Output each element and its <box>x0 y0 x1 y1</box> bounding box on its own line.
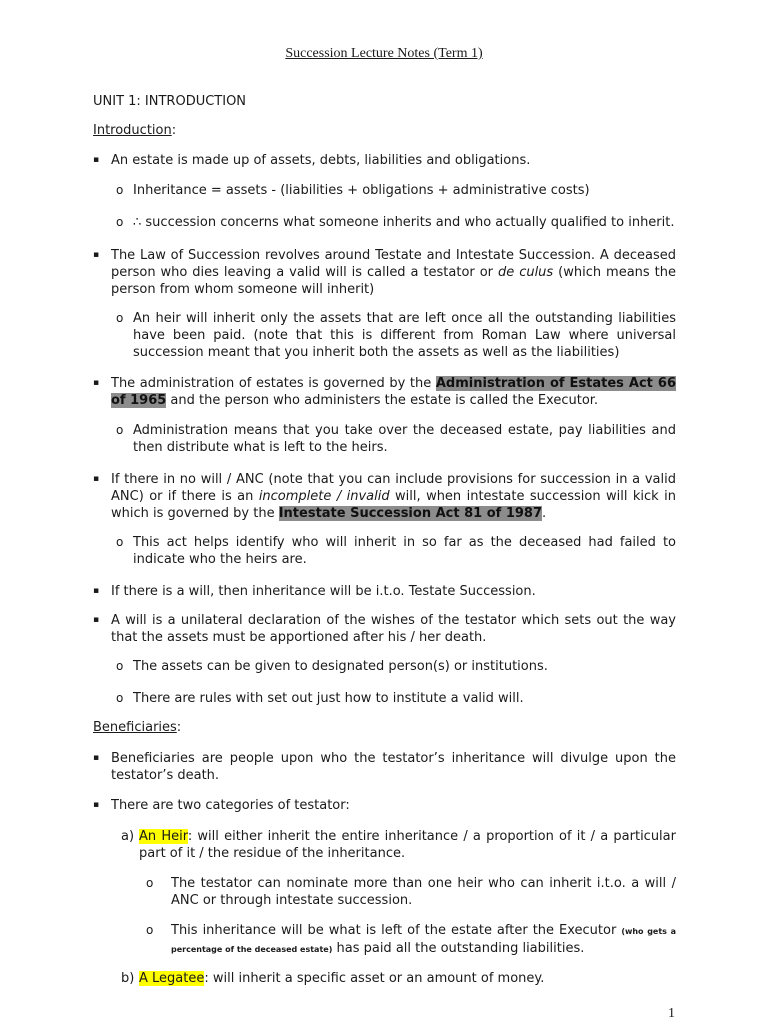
sub-nominate-heir: The testator can nominate more than one heir who can inherit i.t.o. a will / ANC or through intestate succession. <box>171 876 676 908</box>
square-bullet: ▪ <box>93 615 100 625</box>
square-bullet: ▪ <box>93 753 100 763</box>
o-bullet: o <box>116 215 124 229</box>
text-run: and the person who administers the estate is called the Executor. <box>166 393 599 408</box>
sub-act-helps: This act helps identify who will inherit in so far as the deceased had failed to indicate who the heirs are. <box>133 535 676 567</box>
bullet-estate: An estate is made up of assets, debts, liabilities and obligations. <box>111 153 531 168</box>
bullet-will-definition: A will is a unilateral declaration of the wishes of the testator which sets out the way that the assets must be apportioned after his / her death. <box>111 613 676 645</box>
sub-assets-given: The assets can be given to designated person(s) or institutions. <box>133 659 548 674</box>
bullet-beneficiaries: Beneficiaries are people upon who the testator’s inheritance will divulge upon the testator’s death. <box>111 751 676 783</box>
text-run: If there in no will / ANC (note that you can include provisions for succession in a valid ANC) or if there is an <box>111 472 676 504</box>
sub-inheritance-left <box>171 922 676 958</box>
sub-succession-concerns: ∴ succession concerns what someone inherits and who actually qualified to inherit. <box>133 215 675 230</box>
square-bullet: ▪ <box>93 378 100 388</box>
italic-term: de culus <box>497 265 554 280</box>
item-an-heir <box>139 828 676 862</box>
o-bullet: o <box>146 923 154 937</box>
small-note: (who gets a percentage of the deceased estate) <box>171 927 676 954</box>
document-title: Succession Lecture Notes (Term 1) <box>285 46 483 61</box>
square-bullet: ▪ <box>93 474 100 484</box>
colon: : <box>176 720 182 735</box>
o-bullet: o <box>116 183 124 197</box>
intro-heading: Introduction <box>93 123 172 138</box>
square-bullet: ▪ <box>93 800 100 810</box>
list-label-b: b) <box>121 971 135 986</box>
colon: : <box>171 123 177 138</box>
o-bullet: o <box>116 691 124 705</box>
text-run: The administration of estates is governed by the <box>111 376 436 391</box>
highlighted-act: Administration of Estates Act 66 of 1965 <box>111 376 676 408</box>
highlighted-term: An Heir <box>139 829 188 844</box>
text-run: : will either inherit the entire inheritance / a proportion of it / a particular part of it / the residue of the inheritance. <box>139 829 676 861</box>
bullet-testate: If there is a will, then inheritance will be i.t.o. Testate Succession. <box>111 584 536 599</box>
list-label-a: a) <box>121 829 135 844</box>
unit-heading: UNIT 1: INTRODUCTION <box>93 94 247 109</box>
text-run: will, when intestate succession will kick in which is governed by the <box>111 489 676 521</box>
bullet-no-will <box>111 471 676 522</box>
beneficiaries-heading-line <box>93 719 181 736</box>
item-a-legatee <box>139 970 544 987</box>
square-bullet: ▪ <box>93 155 100 165</box>
o-bullet: o <box>116 311 124 325</box>
text-run: : will inherit a specific asset or an amount of money. <box>204 971 545 986</box>
sub-rules-valid-will: There are rules with set out just how to institute a valid will. <box>133 691 524 706</box>
text-run: . <box>542 506 547 521</box>
text-run: This inheritance will be what is left of the estate after the Executor <box>171 923 622 938</box>
sub-inheritance-formula: Inheritance = assets - (liabilities + obligations + administrative costs) <box>133 183 590 198</box>
bullet-law-of-succession <box>111 247 676 298</box>
square-bullet: ▪ <box>93 586 100 596</box>
text-run: has paid all the outstanding liabilities. <box>332 941 585 956</box>
highlighted-act: Intestate Succession Act 81 of 1987 <box>278 506 543 521</box>
o-bullet: o <box>116 659 124 673</box>
o-bullet: o <box>146 876 154 890</box>
italic-term: incomplete / invalid <box>258 489 390 504</box>
highlighted-term: A Legatee <box>139 971 205 986</box>
beneficiaries-heading: Beneficiaries <box>93 720 177 735</box>
text-run: The Law of Succession revolves around Testate and Intestate Succession. A deceased person who dies leaving a valid will is called a testator or <box>111 248 676 280</box>
intro-heading-line <box>93 122 176 139</box>
bullet-two-categories: There are two categories of testator: <box>111 798 350 813</box>
page-number: 1 <box>668 1006 675 1021</box>
square-bullet: ▪ <box>93 250 100 260</box>
sub-administration-means: Administration means that you take over the deceased estate, pay liabilities and then distribute what is left to the heirs. <box>133 423 676 455</box>
o-bullet: o <box>116 423 124 437</box>
o-bullet: o <box>116 535 124 549</box>
text-run: (which means the person from whom someone will inherit) <box>111 265 676 297</box>
sub-heir-inherits: An heir will inherit only the assets that are left once all the outstanding liabilities have been paid. (note that this is different from Roman Law where universal succession meant that you inherit both the assets as well as the liabilities) <box>133 311 676 360</box>
bullet-administration <box>111 375 676 409</box>
